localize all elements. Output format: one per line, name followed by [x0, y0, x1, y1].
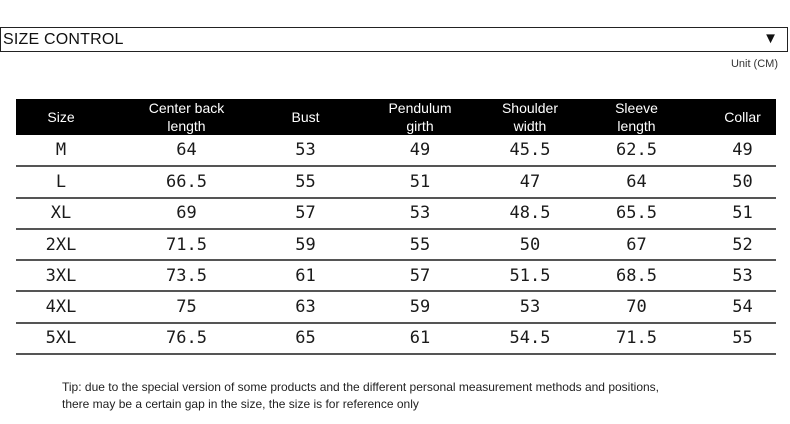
table-row: [16, 198, 776, 229]
cell-center-back-length: 75: [176, 297, 197, 318]
table-row: [16, 323, 776, 354]
cell-bust: 65: [295, 328, 316, 349]
cell-bust: 61: [295, 265, 316, 286]
size-table-container: [16, 99, 776, 355]
cell-shoulder-width: 53: [519, 297, 541, 318]
column-header-shoulder-width: Shoulder width: [501, 100, 559, 134]
cell-shoulder-width: 51.5: [509, 265, 551, 286]
cell-shoulder-width: 50: [519, 234, 541, 255]
cell-size: M: [55, 140, 67, 161]
table-row: [16, 291, 776, 322]
cell-pendulum-girth: 51: [409, 171, 431, 192]
size-tip-note: [62, 379, 702, 413]
cell-shoulder-width: 47: [519, 171, 541, 192]
cell-center-back-length: 66.5: [166, 171, 207, 192]
size-control-dropdown[interactable]: [0, 27, 788, 52]
tip-line: Tip: due to the special version of some products and the different personal measurement methods and positions,: [62, 380, 660, 394]
size-control-title: SIZE CONTROL: [3, 30, 124, 48]
cell-center-back-length: 69: [176, 203, 197, 224]
column-header-collar: Collar: [724, 109, 761, 125]
cell-collar: 52: [732, 234, 753, 255]
cell-pendulum-girth: 55: [409, 234, 431, 255]
cell-pendulum-girth: 61: [409, 328, 431, 349]
tip-line: there may be a certain gap in the size, the size is for reference only: [62, 397, 419, 411]
column-header-size: Size: [47, 109, 75, 125]
unit-label: Unit (CM): [730, 58, 778, 70]
cell-size: 3XL: [45, 265, 77, 286]
cell-size: 2XL: [45, 234, 77, 255]
cell-bust: 63: [295, 297, 316, 318]
cell-bust: 53: [295, 140, 316, 161]
cell-pendulum-girth: 53: [409, 203, 431, 224]
column-header-pendulum-girth: Pendulum girth: [388, 100, 452, 134]
cell-pendulum-girth: 57: [409, 265, 431, 286]
cell-shoulder-width: 48.5: [509, 203, 551, 224]
cell-size: 5XL: [45, 328, 77, 349]
cell-sleeve-length: 71.5: [616, 328, 657, 349]
cell-center-back-length: 64: [176, 140, 197, 161]
cell-center-back-length: 76.5: [166, 328, 207, 349]
cell-size: 4XL: [45, 297, 77, 318]
cell-bust: 55: [295, 171, 316, 192]
cell-size: XL: [50, 203, 72, 224]
cell-sleeve-length: 64: [626, 171, 647, 192]
size-table: [16, 99, 776, 355]
cell-collar: 54: [732, 297, 753, 318]
cell-size: L: [55, 171, 67, 192]
cell-sleeve-length: 70: [626, 297, 647, 318]
column-header-bust: Bust: [291, 109, 320, 125]
table-row: [16, 260, 776, 291]
cell-collar: 49: [732, 140, 753, 161]
triangle-down-icon[interactable]: ▼: [763, 30, 778, 47]
cell-shoulder-width: 45.5: [509, 140, 551, 161]
cell-center-back-length: 71.5: [166, 234, 207, 255]
cell-center-back-length: 73.5: [166, 265, 207, 286]
cell-sleeve-length: 65.5: [616, 203, 657, 224]
cell-sleeve-length: 62.5: [616, 140, 657, 161]
cell-sleeve-length: 67: [626, 234, 647, 255]
table-header-row: [16, 99, 776, 135]
cell-collar: 50: [732, 171, 753, 192]
cell-bust: 59: [295, 234, 316, 255]
table-row: [16, 166, 776, 197]
cell-pendulum-girth: 49: [409, 140, 431, 161]
table-row: [16, 229, 776, 260]
cell-collar: 53: [732, 265, 753, 286]
cell-shoulder-width: 54.5: [509, 328, 551, 349]
cell-collar: 51: [732, 203, 753, 224]
cell-bust: 57: [295, 203, 316, 224]
cell-pendulum-girth: 59: [409, 297, 431, 318]
column-header-sleeve-length: Sleeve length: [615, 100, 658, 134]
table-row: [16, 135, 776, 166]
cell-sleeve-length: 68.5: [616, 265, 657, 286]
cell-collar: 55: [732, 328, 753, 349]
column-header-center-back-length: Center back length: [148, 100, 225, 134]
